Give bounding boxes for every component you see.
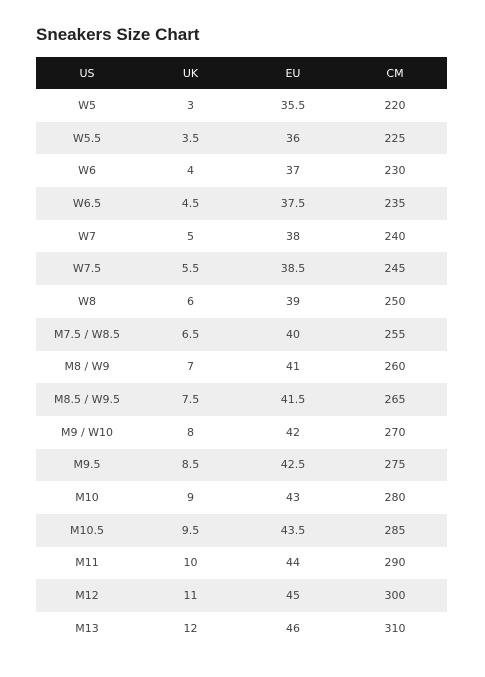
cell-us: W5.5 bbox=[72, 131, 102, 145]
column-header-eu: EU bbox=[285, 66, 301, 80]
table-row bbox=[36, 514, 447, 547]
cell-uk: 8 bbox=[187, 425, 194, 439]
page-title: Sneakers Size Chart bbox=[36, 25, 200, 44]
cell-eu: 36 bbox=[286, 131, 300, 145]
cell-us: W6 bbox=[78, 164, 96, 178]
cell-uk: 5.5 bbox=[181, 262, 200, 276]
cell-cm: 310 bbox=[384, 621, 406, 635]
cell-eu: 44 bbox=[286, 556, 300, 570]
cell-cm: 225 bbox=[384, 131, 406, 145]
table-row bbox=[36, 612, 447, 645]
cell-cm: 280 bbox=[384, 491, 406, 505]
cell-uk: 6.5 bbox=[181, 327, 200, 341]
cell-us: M9.5 bbox=[73, 458, 101, 472]
cell-us: W7 bbox=[78, 229, 96, 243]
cell-us: W6.5 bbox=[72, 196, 102, 210]
cell-uk: 9 bbox=[187, 491, 194, 505]
cell-cm: 260 bbox=[384, 360, 406, 374]
cell-uk: 12 bbox=[183, 621, 198, 635]
cell-eu: 41 bbox=[286, 360, 300, 374]
table-body bbox=[36, 89, 447, 645]
cell-uk: 3 bbox=[187, 98, 194, 112]
cell-cm: 235 bbox=[384, 196, 406, 210]
cell-eu: 46 bbox=[286, 621, 300, 635]
cell-us: M10 bbox=[75, 491, 99, 505]
cell-uk: 10 bbox=[183, 556, 198, 570]
cell-cm: 290 bbox=[384, 556, 406, 570]
table-row bbox=[36, 416, 447, 449]
table-row bbox=[36, 220, 447, 253]
table-row bbox=[36, 547, 447, 580]
cell-uk: 6 bbox=[187, 294, 194, 308]
cell-us: M10.5 bbox=[70, 523, 104, 537]
size-chart-table bbox=[36, 57, 447, 645]
cell-us: M8 / W9 bbox=[64, 360, 110, 374]
table-row bbox=[36, 89, 447, 122]
table-row bbox=[36, 318, 447, 351]
cell-cm: 220 bbox=[384, 98, 406, 112]
cell-eu: 40 bbox=[286, 327, 300, 341]
cell-cm: 285 bbox=[384, 523, 406, 537]
cell-cm: 245 bbox=[384, 262, 406, 276]
table-row bbox=[36, 383, 447, 416]
cell-cm: 250 bbox=[384, 294, 406, 308]
table-row bbox=[36, 122, 447, 155]
cell-cm: 275 bbox=[384, 458, 406, 472]
cell-eu: 43.5 bbox=[280, 523, 306, 537]
cell-us: M13 bbox=[75, 621, 99, 635]
cell-eu: 37 bbox=[286, 164, 300, 178]
cell-uk: 7 bbox=[187, 360, 194, 374]
table-row bbox=[36, 449, 447, 482]
column-header-cm: CM bbox=[386, 66, 404, 80]
cell-uk: 8.5 bbox=[181, 458, 200, 472]
cell-us: M11 bbox=[75, 556, 99, 570]
cell-uk: 4 bbox=[187, 164, 194, 178]
cell-us: M9 / W10 bbox=[60, 425, 114, 439]
cell-eu: 38.5 bbox=[280, 262, 306, 276]
table-row bbox=[36, 285, 447, 318]
cell-cm: 230 bbox=[384, 164, 406, 178]
cell-eu: 43 bbox=[286, 491, 300, 505]
cell-cm: 240 bbox=[384, 229, 406, 243]
table-row bbox=[36, 187, 447, 220]
table-row bbox=[36, 481, 447, 514]
column-header-uk: UK bbox=[182, 66, 199, 80]
column-header-us: US bbox=[79, 66, 95, 80]
cell-us: M8.5 / W9.5 bbox=[53, 393, 121, 407]
cell-cm: 270 bbox=[384, 425, 406, 439]
cell-eu: 37.5 bbox=[280, 196, 306, 210]
table-header bbox=[36, 57, 447, 89]
table-row bbox=[36, 579, 447, 612]
cell-uk: 5 bbox=[187, 229, 194, 243]
cell-eu: 42.5 bbox=[280, 458, 306, 472]
cell-uk: 9.5 bbox=[181, 523, 200, 537]
cell-uk: 3.5 bbox=[181, 131, 200, 145]
cell-us: W5 bbox=[78, 98, 96, 112]
cell-eu: 42 bbox=[286, 425, 300, 439]
cell-eu: 35.5 bbox=[280, 98, 306, 112]
cell-us: W8 bbox=[78, 294, 96, 308]
cell-uk: 4.5 bbox=[181, 196, 200, 210]
cell-cm: 300 bbox=[384, 589, 406, 603]
table-row bbox=[36, 154, 447, 187]
cell-us: M12 bbox=[75, 589, 99, 603]
cell-us: W7.5 bbox=[72, 262, 102, 276]
cell-us: M7.5 / W8.5 bbox=[53, 327, 121, 341]
cell-eu: 45 bbox=[286, 589, 300, 603]
header-row bbox=[36, 57, 447, 89]
table-row bbox=[36, 252, 447, 285]
cell-uk: 11 bbox=[183, 589, 198, 603]
cell-eu: 41.5 bbox=[280, 393, 306, 407]
cell-cm: 265 bbox=[384, 393, 406, 407]
cell-eu: 39 bbox=[286, 294, 300, 308]
table-row bbox=[36, 351, 447, 384]
cell-eu: 38 bbox=[286, 229, 300, 243]
cell-uk: 7.5 bbox=[181, 393, 200, 407]
cell-cm: 255 bbox=[384, 327, 406, 341]
